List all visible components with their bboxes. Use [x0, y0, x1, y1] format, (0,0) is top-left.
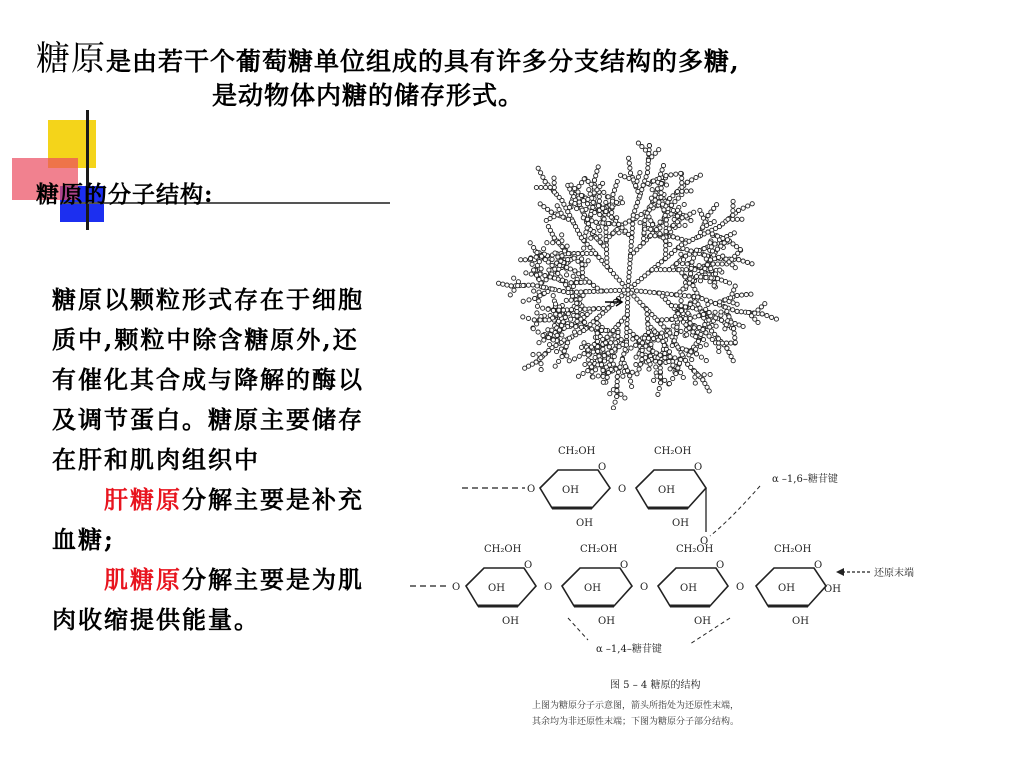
- svg-text:OH: OH: [502, 616, 519, 627]
- figure-caption-title: 图 5 – 4 糖原的结构: [610, 680, 701, 691]
- svg-text:CH₂OH: CH₂OH: [558, 446, 596, 457]
- reducing-end-oh: OH: [824, 584, 841, 595]
- svg-text:OH: OH: [778, 583, 795, 594]
- svg-text:OH: OH: [792, 616, 809, 627]
- svg-text:OH: OH: [694, 616, 711, 627]
- muscle-glycogen-desc: 分解主要是为肌肉收缩提供能量。: [52, 565, 364, 634]
- glycogen-chemical-structure: [400, 140, 980, 740]
- bottom-left-o: O: [452, 582, 461, 593]
- svg-text:O: O: [694, 462, 703, 473]
- svg-text:OH: OH: [488, 583, 505, 594]
- svg-text:O: O: [814, 560, 823, 571]
- top-link-o: O: [618, 484, 627, 495]
- liver-glycogen-term: 肝糖原: [104, 485, 182, 514]
- bottom-link-o-1: O: [544, 582, 553, 593]
- bottom-ring-1: [466, 544, 536, 627]
- bottom-link-o-3: O: [736, 582, 745, 593]
- bond-16-label: α –1,6–糖苷键: [772, 474, 838, 485]
- bond-14-label: α –1,4–糖苷键: [596, 644, 662, 655]
- body-para: 糖原以颗粒形式存在于细胞质中,颗粒中除含糖原外,还有催化其合成与降解的酶以及调节蛋白。糖原主要储存在肝和肌肉组织中: [52, 285, 364, 474]
- svg-text:O: O: [598, 462, 607, 473]
- svg-text:OH: OH: [598, 616, 615, 627]
- bottom-ring-3: [658, 544, 728, 627]
- muscle-glycogen-term: 肌糖原: [104, 565, 182, 594]
- svg-text:CH₂OH: CH₂OH: [774, 544, 812, 555]
- svg-text:CH₂OH: CH₂OH: [654, 446, 692, 457]
- svg-text:OH: OH: [680, 583, 697, 594]
- branch-o: O: [700, 536, 709, 547]
- svg-text:O: O: [620, 560, 629, 571]
- reducing-end-label: 还原末端: [874, 568, 914, 579]
- figure-caption-line2: 其余均为非还原性末端；下图为糖原分子部分结构。: [532, 717, 740, 727]
- svg-text:OH: OH: [584, 583, 601, 594]
- svg-text:OH: OH: [576, 518, 593, 529]
- top-ring-2: [636, 446, 706, 529]
- top-ring-1: [540, 446, 610, 529]
- section-subtitle: 糖原的分子结构:: [36, 181, 214, 208]
- top-left-o: O: [527, 484, 536, 495]
- title-term: 糖原: [36, 39, 106, 79]
- svg-text:CH₂OH: CH₂OH: [676, 544, 714, 555]
- title-line1: 是由若干个葡萄糖单位组成的具有许多分支结构的多糖,: [106, 47, 740, 76]
- svg-text:OH: OH: [672, 518, 689, 529]
- title-line2: 是动物体内糖的储存形式。: [212, 81, 525, 110]
- bottom-ring-2: [562, 544, 632, 627]
- glycogen-structure-figure: [400, 140, 980, 740]
- slide-title: [36, 39, 996, 113]
- figure-caption-line1: 上图为糖原分子示意图，箭头所指处为还原性末端，: [532, 701, 740, 711]
- bottom-link-o-2: O: [640, 582, 649, 593]
- svg-text:OH: OH: [562, 485, 579, 496]
- svg-text:CH₂OH: CH₂OH: [484, 544, 522, 555]
- decor-vertical-line: [86, 110, 89, 230]
- svg-text:CH₂OH: CH₂OH: [580, 544, 618, 555]
- svg-text:O: O: [524, 560, 533, 571]
- svg-text:O: O: [716, 560, 725, 571]
- svg-text:OH: OH: [658, 485, 675, 496]
- bottom-ring-4: [756, 544, 826, 627]
- liver-glycogen-desc: 分解主要是补充血糖;: [52, 485, 364, 554]
- body-text: [52, 280, 368, 640]
